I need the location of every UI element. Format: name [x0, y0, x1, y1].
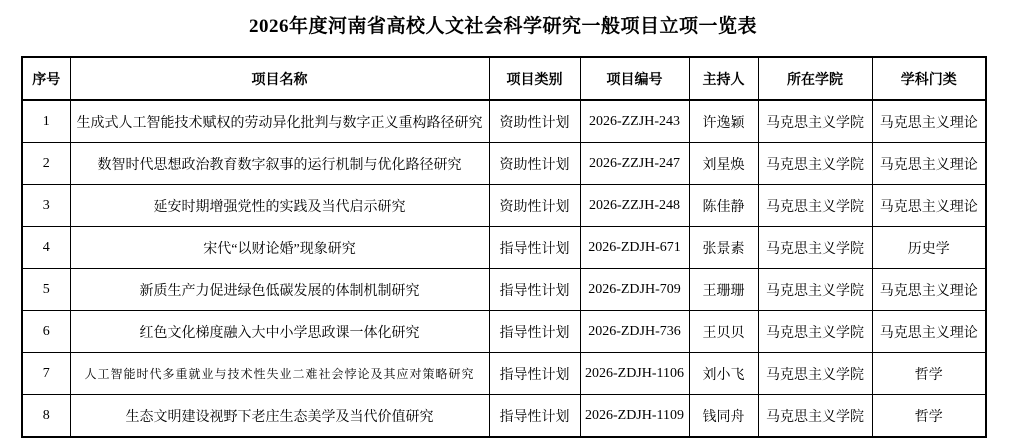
- column-header-project-name: 项目名称: [70, 57, 489, 100]
- cell-index: 5: [22, 269, 70, 311]
- cell-leader: 张景素: [689, 227, 758, 269]
- column-header-leader: 主持人: [689, 57, 758, 100]
- cell-project-name: 延安时期增强党性的实践及当代启示研究: [70, 185, 489, 227]
- cell-college: 马克思主义学院: [758, 311, 872, 353]
- cell-project-number: 2026-ZZJH-247: [580, 143, 689, 185]
- header-row: [22, 57, 986, 100]
- cell-project-number: 2026-ZDJH-671: [580, 227, 689, 269]
- cell-project-number: 2026-ZDJH-736: [580, 311, 689, 353]
- cell-project-name: 人工智能时代多重就业与技术性失业二难社会悖论及其应对策略研究: [70, 353, 489, 395]
- table-row: [22, 395, 986, 438]
- cell-discipline: 历史学: [872, 227, 986, 269]
- cell-college: 马克思主义学院: [758, 269, 872, 311]
- cell-leader: 许逸颖: [689, 100, 758, 143]
- cell-project-category: 指导性计划: [489, 353, 580, 395]
- document-page: [0, 13, 1016, 446]
- cell-project-number: 2026-ZDJH-1109: [580, 395, 689, 438]
- cell-project-name: 宋代“以财论婚”现象研究: [70, 227, 489, 269]
- cell-college: 马克思主义学院: [758, 100, 872, 143]
- cell-leader: 王珊珊: [689, 269, 758, 311]
- cell-project-number: 2026-ZZJH-248: [580, 185, 689, 227]
- cell-discipline: 马克思主义理论: [872, 185, 986, 227]
- cell-index: 2: [22, 143, 70, 185]
- table-row: [22, 353, 986, 395]
- cell-college: 马克思主义学院: [758, 185, 872, 227]
- cell-index: 1: [22, 100, 70, 143]
- cell-discipline: 马克思主义理论: [872, 100, 986, 143]
- cell-project-name: 红色文化梯度融入大中小学思政课一体化研究: [70, 311, 489, 353]
- cell-project-category: 资助性计划: [489, 100, 580, 143]
- cell-leader: 刘小飞: [689, 353, 758, 395]
- cell-project-number: 2026-ZDJH-1106: [580, 353, 689, 395]
- cell-project-name: 生成式人工智能技术赋权的劳动异化批判与数字正义重构路径研究: [70, 100, 489, 143]
- table-row: [22, 185, 986, 227]
- cell-project-category: 指导性计划: [489, 311, 580, 353]
- table-row: [22, 143, 986, 185]
- cell-leader: 钱同舟: [689, 395, 758, 438]
- cell-project-number: 2026-ZDJH-709: [580, 269, 689, 311]
- column-header-college: 所在学院: [758, 57, 872, 100]
- cell-discipline: 马克思主义理论: [872, 311, 986, 353]
- cell-college: 马克思主义学院: [758, 143, 872, 185]
- cell-project-category: 资助性计划: [489, 143, 580, 185]
- projects-table: [21, 56, 987, 438]
- cell-college: 马克思主义学院: [758, 353, 872, 395]
- table-row: [22, 269, 986, 311]
- cell-project-name: 数智时代思想政治教育数字叙事的运行机制与优化路径研究: [70, 143, 489, 185]
- cell-index: 7: [22, 353, 70, 395]
- cell-discipline: 哲学: [872, 353, 986, 395]
- cell-leader: 王贝贝: [689, 311, 758, 353]
- cell-discipline: 哲学: [872, 395, 986, 438]
- cell-index: 3: [22, 185, 70, 227]
- cell-discipline: 马克思主义理论: [872, 269, 986, 311]
- cell-college: 马克思主义学院: [758, 395, 872, 438]
- table-row: [22, 100, 986, 143]
- cell-project-number: 2026-ZZJH-243: [580, 100, 689, 143]
- cell-project-category: 指导性计划: [489, 269, 580, 311]
- column-header-discipline: 学科门类: [872, 57, 986, 100]
- cell-index: 6: [22, 311, 70, 353]
- page-title: 2026年度河南省高校人文社会科学研究一般项目立项一览表: [248, 16, 757, 37]
- cell-project-category: 资助性计划: [489, 185, 580, 227]
- column-header-project-number: 项目编号: [580, 57, 689, 100]
- cell-project-name: 生态文明建设视野下老庄生态美学及当代价值研究: [70, 395, 489, 438]
- cell-discipline: 马克思主义理论: [872, 143, 986, 185]
- cell-project-category: 指导性计划: [489, 227, 580, 269]
- table-body: [22, 100, 986, 437]
- cell-project-category: 指导性计划: [489, 395, 580, 438]
- cell-leader: 陈佳静: [689, 185, 758, 227]
- cell-college: 马克思主义学院: [758, 227, 872, 269]
- cell-leader: 刘星焕: [689, 143, 758, 185]
- table-row: [22, 311, 986, 353]
- cell-index: 8: [22, 395, 70, 438]
- cell-index: 4: [22, 227, 70, 269]
- cell-project-name: 新质生产力促进绿色低碳发展的体制机制研究: [70, 269, 489, 311]
- table-row: [22, 227, 986, 269]
- column-header-project-category: 项目类别: [489, 57, 580, 100]
- column-header-index: 序号: [22, 57, 70, 100]
